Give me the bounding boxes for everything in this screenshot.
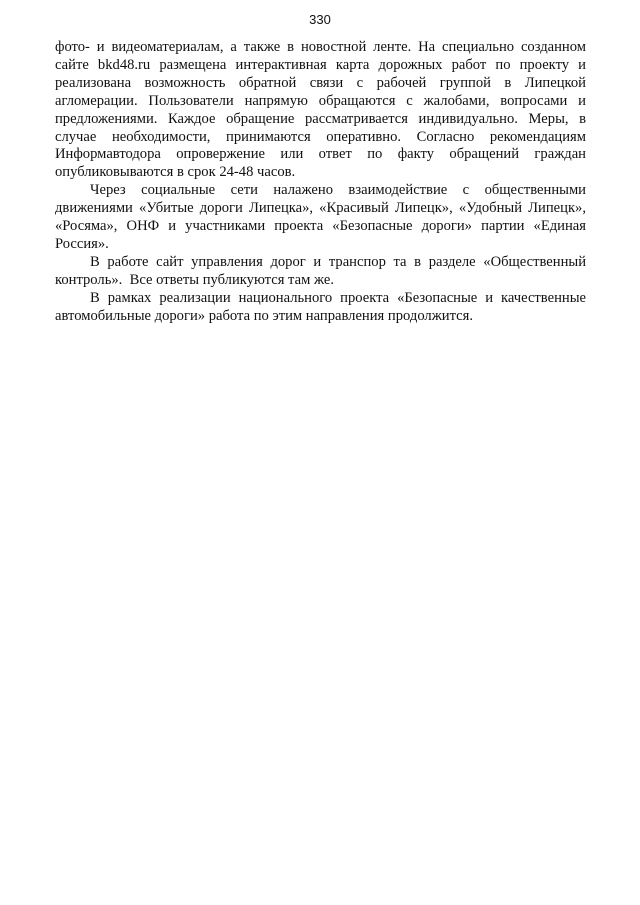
page-number: 330 [309,12,331,27]
paragraph-1 [55,39,586,182]
text-line: реализована возможность обратной связи с рабочей группой в Липецкой [55,74,586,91]
text-line: случае необходимости, принимаются оперативно. Согласно рекомендациям [55,128,586,145]
text-line: опубликовываются в срок 24-48 часов. [55,164,296,181]
text-line: Россия». [55,235,109,252]
text-line: «Росяма», ОНФ и участниками проекта «Безопасные дороги» партии «Единая [55,218,586,235]
paragraph-2 [55,182,586,254]
text-line: фото- и видеоматериалам, а также в новостной ленте. На специально созданном [55,39,586,55]
text-line: Через социальные сети налажено взаимодействие с общественными [90,182,586,199]
paragraph-4 [55,290,586,326]
text-line: предложениями. Каждое обращение рассматривается индивидуально. Меры, в [55,110,586,127]
paragraph-3 [55,254,586,290]
text-line: В рамках реализации национального проекта «Безопасные и качественные [90,289,586,306]
text-line: агломерации. Пользователи напрямую обращаются с жалобами, вопросами и [55,92,586,109]
body-text [55,39,586,326]
text-line: контроль». Все ответы публикуются там же. [55,271,334,288]
text-line: движениями «Убитые дороги Липецка», «Красивый Липецк», «Удобный Липецк», [55,200,586,217]
text-line: сайте bkd48.ru размещена интерактивная карта дорожных работ по проекту и [55,56,586,73]
text-line: В работе сайт управления дорог и транспор та в разделе «Общественный [90,253,586,270]
text-line: автомобильные дороги» работа по этим направления продолжится. [55,307,473,324]
text-line: Информавтодора опровержение или ответ по факту обращений граждан [55,146,586,163]
